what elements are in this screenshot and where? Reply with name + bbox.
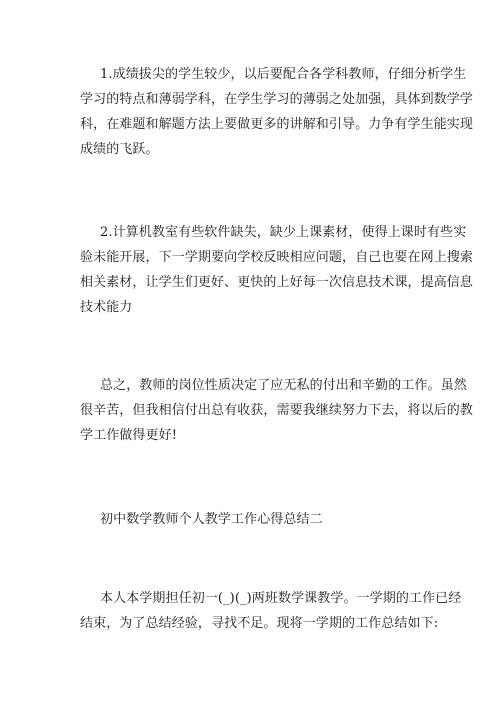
paragraph-line: 很辛苦，但我相信付出总有收获，需要我继续努力下去，将以后的教: [80, 403, 474, 418]
section-heading: [80, 507, 430, 532]
heading-line: 初中数学教师个人教学工作心得总结二: [100, 512, 323, 527]
paragraph-line: 相关素材，让学生们更好、更快的上好每一次信息技术课，提高信息: [80, 275, 474, 290]
paragraph-1: [80, 62, 474, 162]
paragraph-line: 验未能开展，下一学期要向学校反映相应问题，自己也要在网上搜索: [80, 250, 474, 265]
paragraph-3: [80, 373, 474, 448]
paragraph-line: 学习的特点和薄弱学科，在学生学习的薄弱之处加强，具体到数学学: [80, 92, 474, 107]
paragraph-2: [80, 220, 474, 320]
paragraph-line: 成绩的飞跃。: [80, 142, 159, 157]
paragraph-line: 技术能力: [80, 300, 133, 315]
paragraph-line: 总之，教师的岗位性质决定了应无私的付出和辛勤的工作。虽然: [100, 378, 467, 393]
paragraph-4: [80, 586, 462, 636]
paragraph-line: 学工作做得更好!: [80, 428, 178, 443]
paragraph-line: 科，在难题和解题方法上要做更多的讲解和引导。力争有学生能实现: [80, 117, 474, 132]
paragraph-line: 2.计算机教室有些软件缺失，缺少上课素材，使得上课时有些实: [100, 225, 467, 240]
paragraph-line: 1.成绩拔尖的学生较少，以后要配合各学科教师，仔细分析学生: [100, 67, 467, 82]
paragraph-line: 结束，为了总结经验，寻找不足。现将一学期的工作总结如下:: [80, 616, 439, 631]
paragraph-line: 本人本学期担任初一(_)(_)两班数学课教学。一学期的工作已经: [100, 591, 462, 606]
